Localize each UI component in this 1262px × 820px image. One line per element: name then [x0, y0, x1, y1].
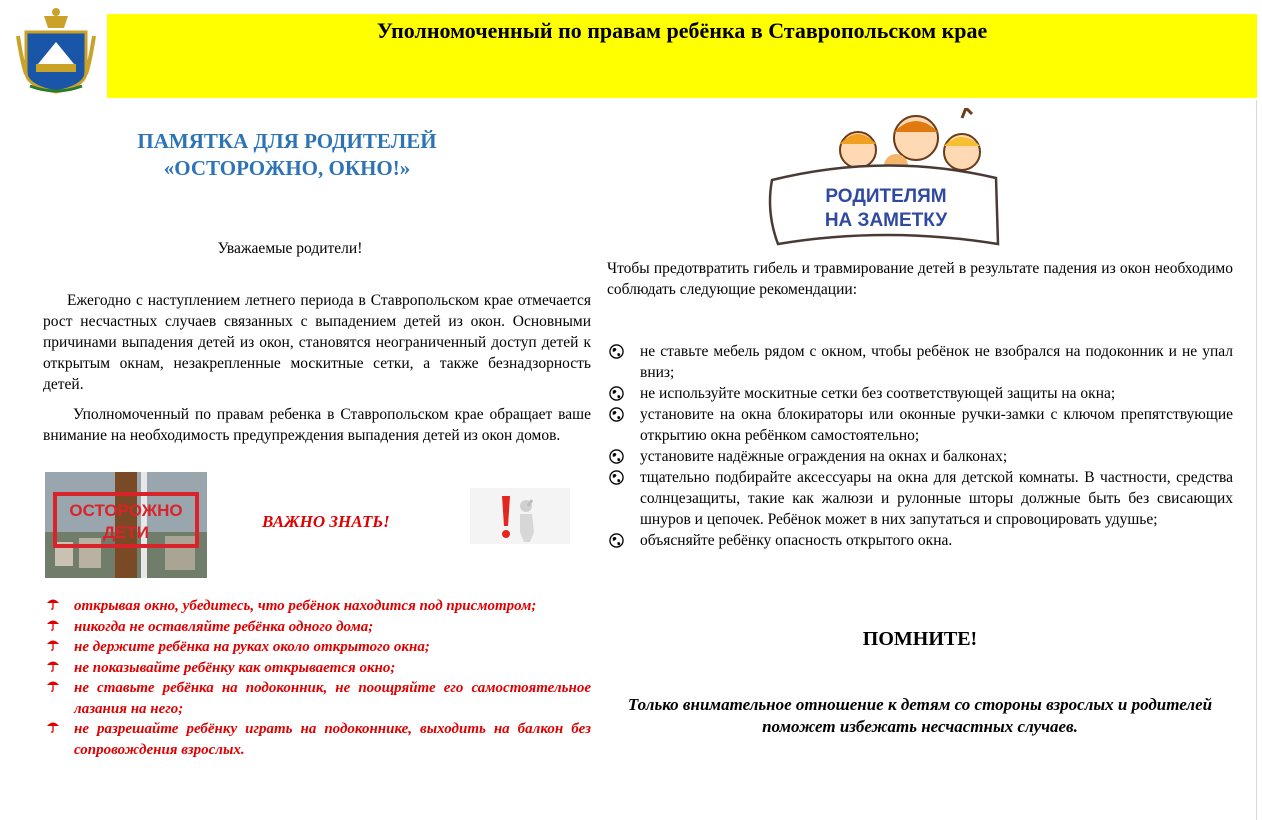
umbrella-bullet-icon: [46, 617, 60, 631]
banner-line-2: НА ЗАМЕТКУ: [824, 210, 948, 231]
list-item-text: объясняйте ребёнку опасность открытого окна.: [640, 532, 953, 549]
ombudsman-paragraph: Уполномоченный по правам ребенка в Ставропольском крае обращает ваше внимание на необходимость предупреждения выпадения детей из окон домов.: [43, 406, 591, 444]
list-item: [43, 596, 591, 617]
umbrella-bullet-icon: [46, 658, 60, 672]
remember-heading: ПОМНИТЕ!: [862, 628, 978, 650]
memo-title-line-1: ПАМЯТКА ДЛЯ РОДИТЕЛЕЙ: [137, 129, 437, 153]
list-item-text: не ставьте ребёнка на подоконник, не поощряйте его самостоятельное лазания на него;: [74, 680, 591, 717]
globe-bullet-icon: [609, 449, 624, 464]
page-title: Уполномоченный по правам ребёнка в Ставропольском крае: [376, 18, 988, 43]
list-item: [607, 530, 1233, 551]
closing-statement: Только внимательное отношение к детям со стороны взрослых и родителей поможет избежать несчастных случаев.: [627, 695, 1213, 736]
important-list: [43, 596, 591, 760]
list-item-text: установите надёжные ограждения на окнах и балконах;: [640, 448, 1008, 465]
parents-note-illustration: [766, 108, 1006, 248]
globe-bullet-icon: [609, 470, 624, 485]
globe-bullet-icon: [609, 533, 624, 548]
globe-bullet-icon: [609, 344, 624, 359]
list-item: [43, 617, 591, 638]
memo-title-line-2: «ОСТОРОЖНО, ОКНО!»: [163, 156, 411, 180]
list-item-text: тщательно подбирайте аксессуары на окна для детской комнаты. В частности, средства солнцезащиты, такие как жалюзи и рулонные шторы должные быть без свисающих шнуров и цепочек. Ребёнок может в них запутаться и спровоцировать удушье;: [640, 469, 1233, 528]
photo-sign-line-2: ДЕТИ: [102, 523, 150, 542]
umbrella-bullet-icon: [46, 719, 60, 733]
list-item-text: открывая окно, убедитесь, что ребёнок находится под присмотром;: [74, 598, 537, 614]
list-item-text: не используйте москитные сетки без соответствующей защиты на окна;: [640, 385, 1116, 402]
recommendations-intro: Чтобы предотвратить гибель и травмирование детей в результате падения из окон необходимо соблюдать следующие рекомендации:: [607, 260, 1233, 298]
umbrella-bullet-icon: [46, 678, 60, 692]
list-item-text: не ставьте мебель рядом с окном, чтобы ребёнок не взобрался на подоконник и не упал вниз;: [640, 343, 1233, 381]
exclamation-figure-icon: [470, 488, 570, 544]
umbrella-bullet-icon: [46, 637, 60, 651]
list-item-text: не разрешайте ребёнку играть на подоконнике, выходить на балкон без сопровождения взрослых.: [74, 721, 591, 758]
umbrella-bullet-icon: [46, 596, 60, 610]
coat-of-arms-icon: [16, 2, 96, 94]
globe-bullet-icon: [609, 407, 624, 422]
list-item-text: не показывайте ребёнку как открывается окно;: [74, 659, 396, 676]
greeting: Уважаемые родители!: [217, 240, 363, 257]
list-item: [607, 341, 1233, 383]
list-item: [43, 637, 591, 658]
list-item: [607, 467, 1233, 530]
list-item-text: не держите ребёнка на руках около открытого окна;: [74, 639, 430, 655]
important-heading: ВАЖНО ЗНАТЬ!: [262, 512, 390, 531]
list-item: [43, 719, 591, 760]
list-item: [607, 446, 1233, 467]
globe-bullet-icon: [609, 386, 624, 401]
list-item: [43, 658, 591, 679]
list-item: [607, 404, 1233, 446]
list-item: [607, 383, 1233, 404]
photo-sign-line-1: ОСТОРОЖНО: [69, 501, 183, 520]
warning-window-photo: [45, 472, 207, 578]
memo-title: [40, 128, 534, 182]
banner-line-1: РОДИТЕЛЯМ: [825, 186, 947, 207]
recommendations-list: [607, 341, 1233, 551]
divider: [1256, 100, 1257, 820]
list-item: [43, 678, 591, 719]
list-item-text: никогда не оставляйте ребёнка одного дома;: [74, 618, 374, 635]
list-item-text: установите на окна блокираторы или оконные ручки-замки с ключом препятствующие открытию окна ребёнком самостоятельно;: [640, 406, 1233, 444]
intro-paragraph: Ежегодно с наступлением летнего периода в Ставропольском крае отмечается рост несчастных случаев связанных с выпадением детей из окон. Основными причинами выпадения детей из окон, становятся неограниченный доступ детей к открытым окнам, незакрепленные москитные сетки, а также безнадзорность детей.: [43, 292, 591, 393]
